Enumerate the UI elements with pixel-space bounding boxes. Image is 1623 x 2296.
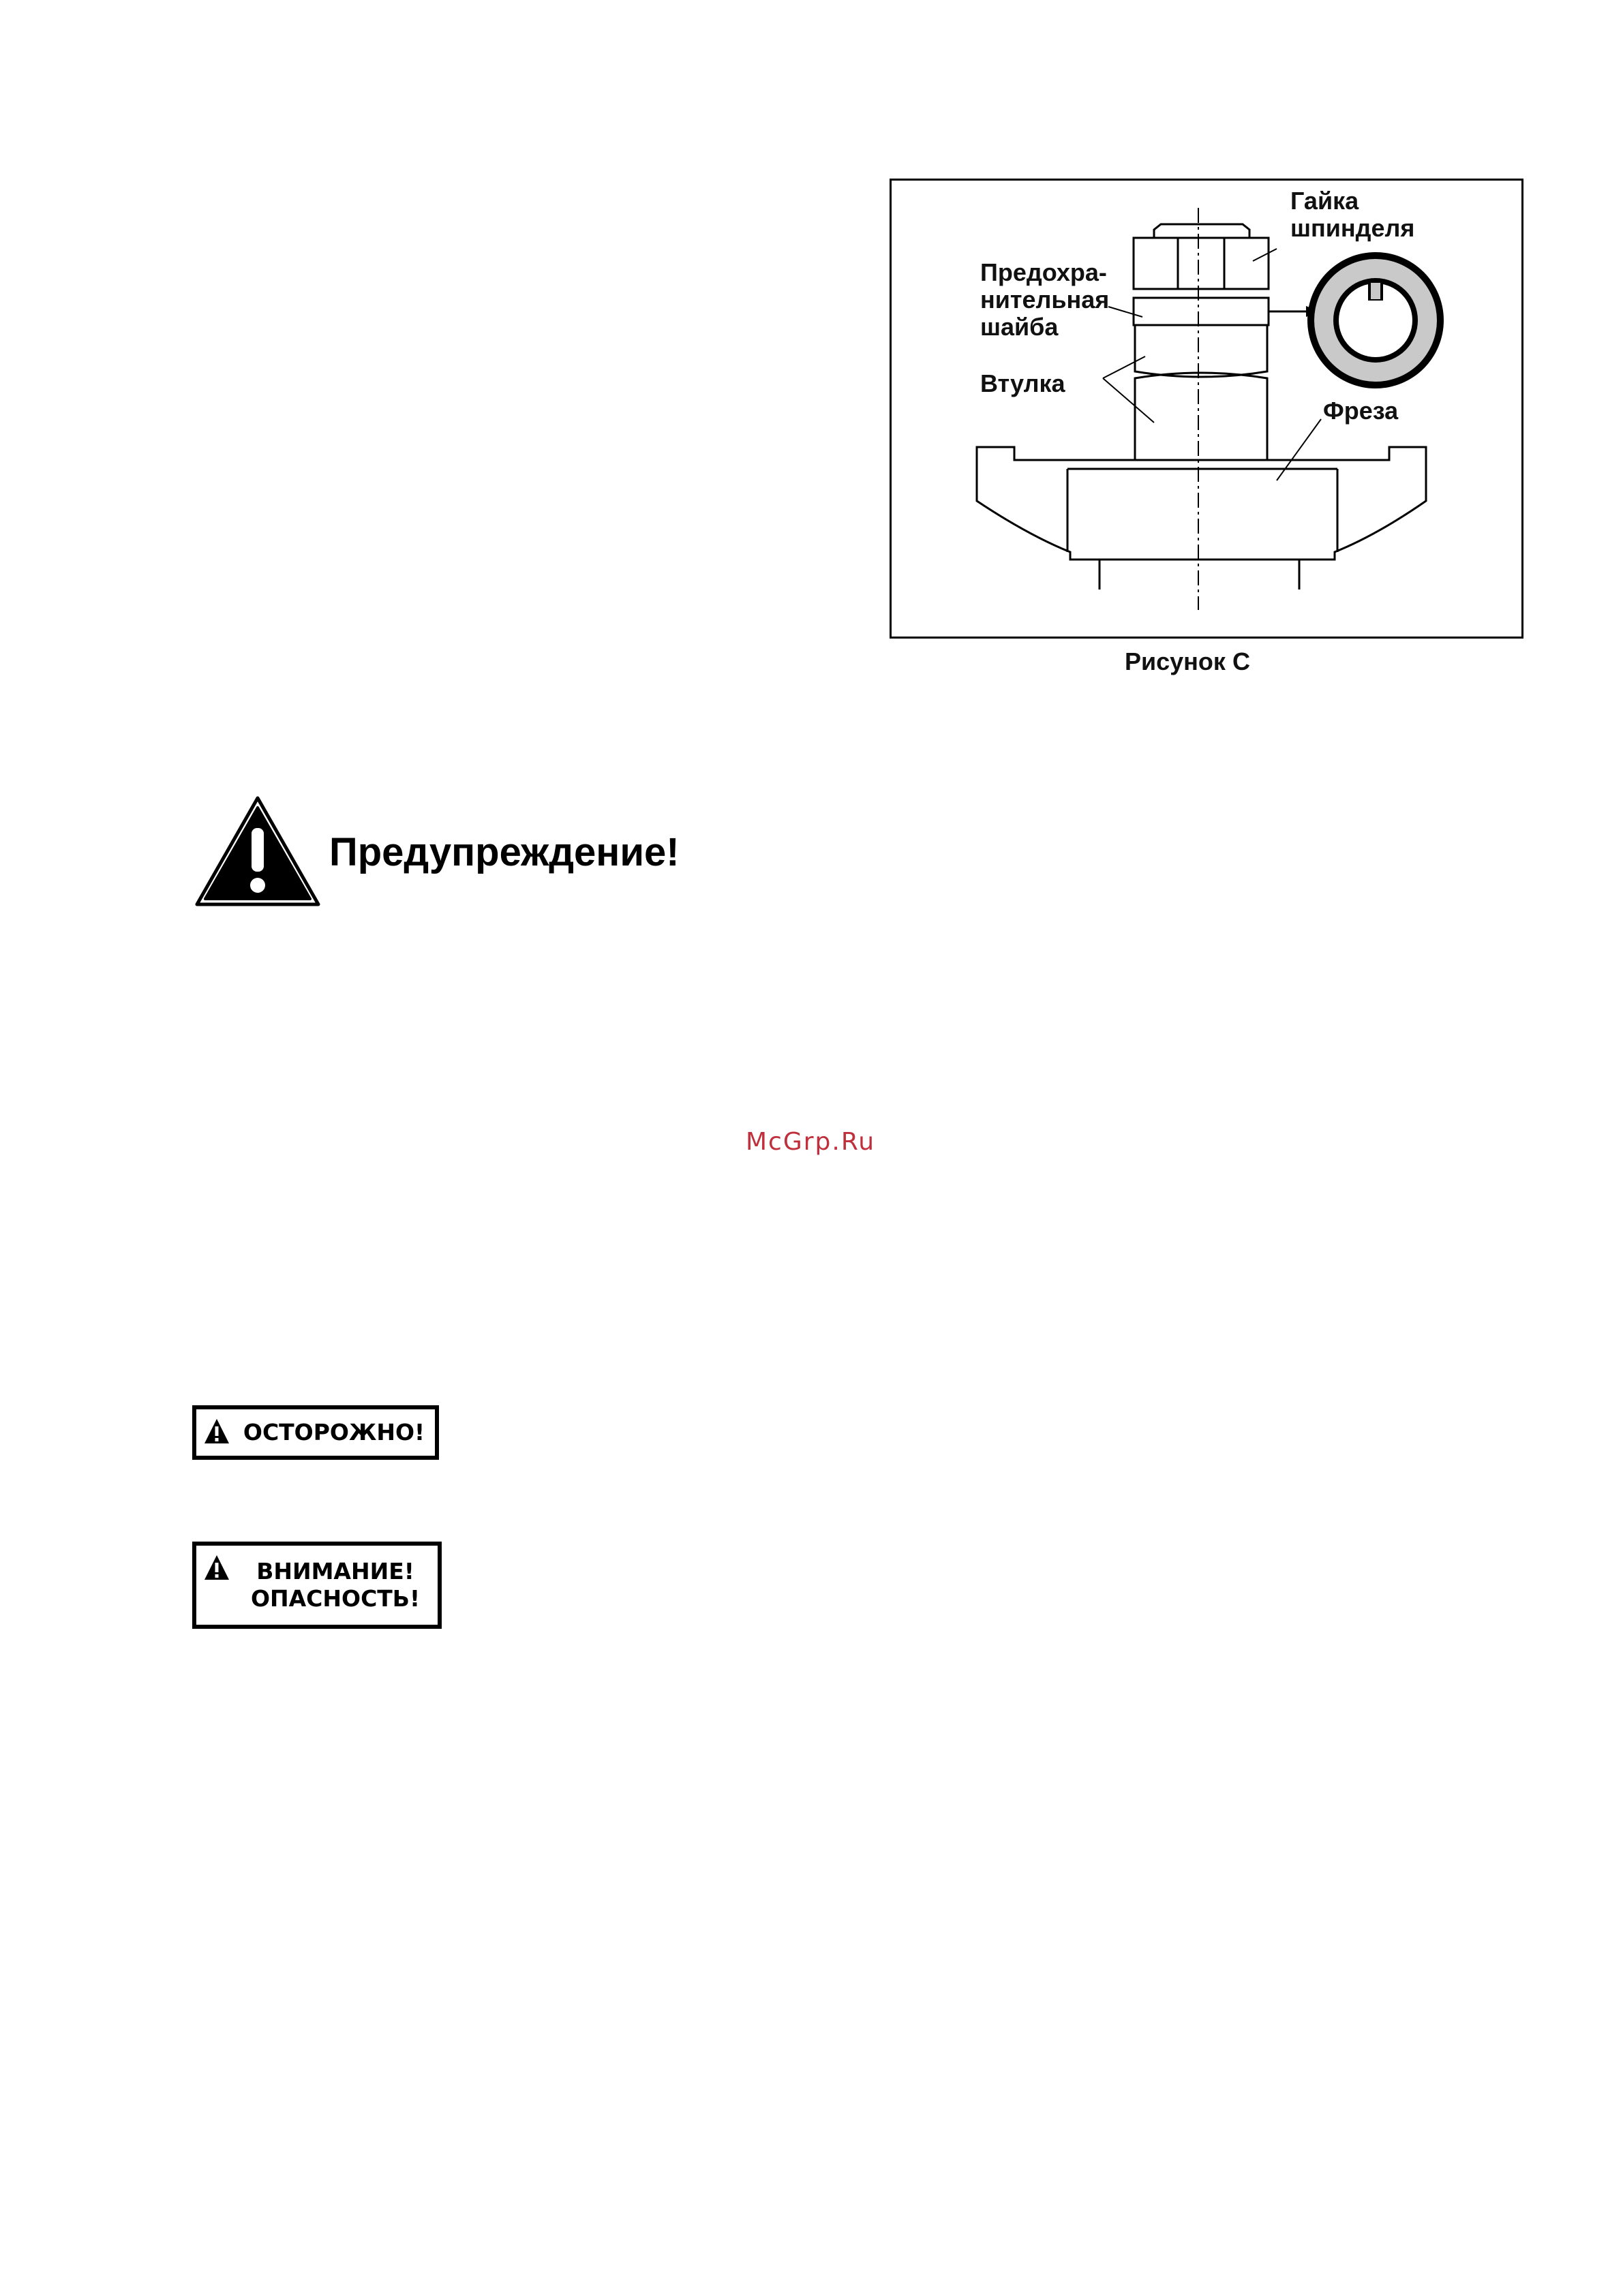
bushing-upper (1135, 325, 1267, 377)
safety-washer (1134, 298, 1269, 325)
label-safety-washer: Предохра- нительная шайба (980, 258, 1110, 341)
warning-heading (194, 794, 680, 910)
spindle-nut (1134, 238, 1269, 289)
danger-triangle-icon (203, 1554, 230, 1582)
nut-cap (1154, 224, 1249, 238)
label-cutter: Фреза (1323, 397, 1399, 425)
danger-sign-line2: ОПАСНОСТЬ! (250, 1585, 421, 1612)
danger-sign-text (239, 1558, 432, 1612)
warning-title: Предупреждение! (329, 829, 680, 874)
danger-sign (192, 1542, 442, 1629)
label-bushing: Втулка (980, 369, 1065, 397)
warning-triangle-icon (194, 795, 321, 908)
caution-sign (192, 1405, 439, 1460)
figure-spindle-assembly (890, 179, 1523, 639)
cutter-body (977, 447, 1426, 560)
caution-sign-text: ОСТОРОЖНО! (243, 1419, 425, 1445)
bushing-lower (1135, 373, 1267, 460)
danger-sign-line1: ВНИМАНИЕ! (256, 1558, 414, 1585)
spindle-diagram (892, 181, 1521, 637)
watermark: McGrp.Ru (746, 1128, 876, 1156)
label-spindle-nut: Гайка шпинделя (1290, 187, 1415, 242)
figure-caption: Рисунок С (1125, 647, 1250, 675)
caution-triangle-icon (203, 1418, 230, 1446)
